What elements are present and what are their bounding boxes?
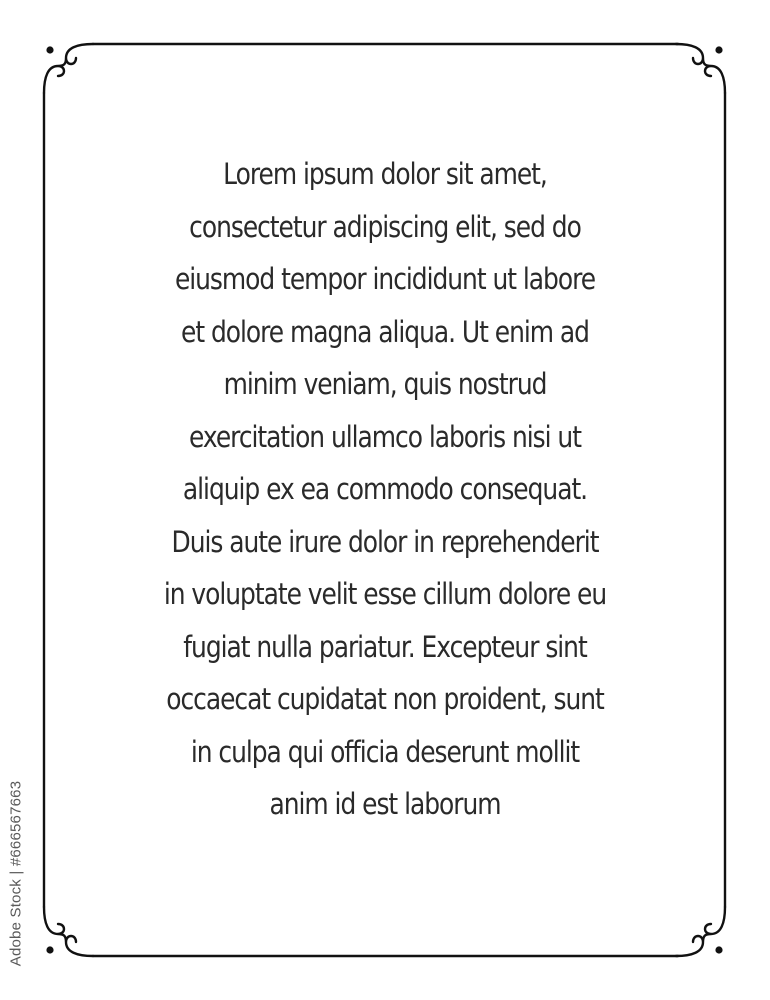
stock-watermark: [4, 757, 28, 989]
scroll-ornament-icon: [676, 44, 725, 93]
text-line: occaecat cupidatat non proident, sunt: [166, 682, 604, 716]
text-line: minim veniam, quis nostrud: [223, 367, 547, 401]
scroll-ornament-icon: [44, 44, 93, 93]
scroll-ornament-icon: [676, 907, 725, 956]
text-line: in voluptate velit esse cillum dolore eu: [163, 577, 607, 611]
text-line: et dolore magna aliqua. Ut enim ad: [181, 314, 589, 349]
lorem-ipsum-paragraph: [136, 148, 633, 831]
text-line: Lorem ipsum dolor sit amet,: [223, 157, 547, 191]
text-line: fugiat nulla pariatur. Excepteur sint: [183, 629, 587, 664]
text-line: eiusmod tempor incididunt ut labore: [174, 262, 596, 296]
text-line: aliquip ex ea commodo consequat.: [182, 472, 588, 506]
text-line: in culpa qui officia deserunt mollit: [190, 734, 580, 769]
text-line: consectetur adipiscing elit, sed do: [189, 209, 581, 244]
text-line: exercitation ullamco laboris nisi ut: [189, 419, 581, 454]
watermark-text: Adobe Stock | #666567663: [7, 780, 25, 966]
text-line: Duis aute irure dolor in reprehenderit: [171, 524, 599, 559]
scroll-ornament-icon: [44, 907, 93, 956]
text-line: anim id est laborum: [269, 787, 501, 821]
